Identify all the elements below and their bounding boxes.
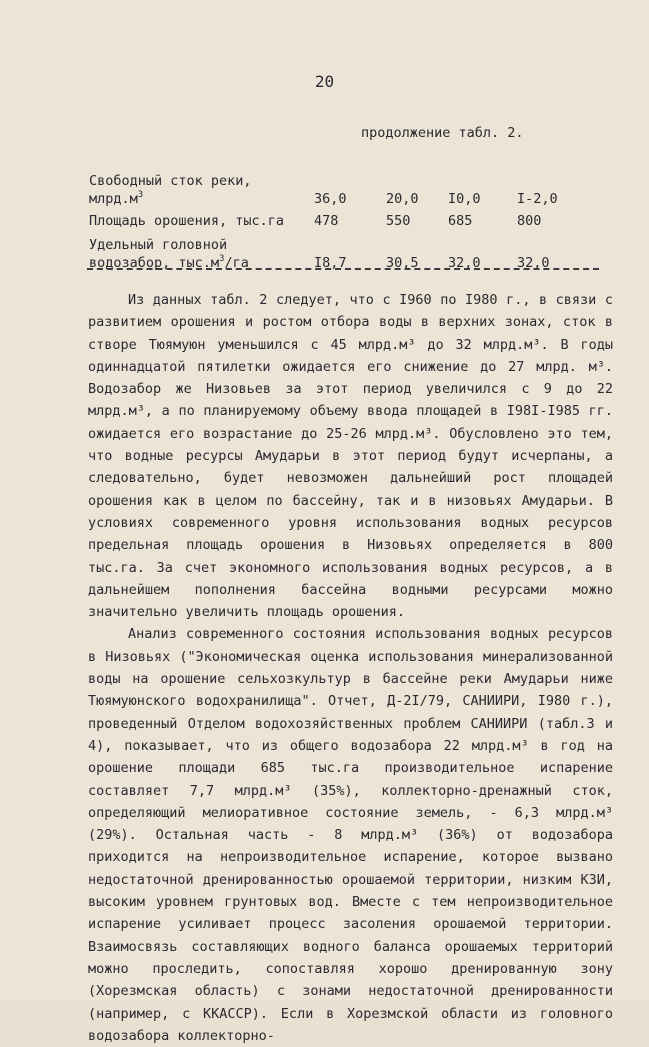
table-caption: продолжение табл. 2. xyxy=(361,125,524,141)
paragraph: Анализ современного состояния использования водных ресурсов в Низовьях ("Экономическая оценка использования минерализованной воды на орошение сельхозкультур в бассейне реки Амударьи ниже Тюямуюнского водохранилища". Отчет, Д-2I/79, САНИИРИ, I980 г.), проведенный Отделом водохозяйственных проблем САНИИРИ (табл.3 и 4), показывает, что из общего водозабора 22 млрд.м³ в год на орошение площади 685 тыс.га производительное испарение составляет 7,7 млрд.м³ (35%), коллекторно-дренажный сток, определяющий мелиоративное состояние земель, - 6,3 млрд.м³ (29%). Остальная часть - 8 млрд.м³ (36%) от водозабора приходится на непроизводительное испарение, которое вызвано недостаточной дренированностью орошаемой территории, низким КЗИ, высоким уровнем грунтовых вод. Вместе с тем непроизводительное испарение усиливает процесс засоления орошаемой территории. Взаимосвязь составляющих водного баланса орошаемых территорий можно проследить, сопоставляя хорошо дренированную зону (Хорезмская область) с зонами недостаточной дренированности (например, с ККАССР). Если в Хорезмской области из головного водозабора коллекторно- xyxy=(88,626,613,1044)
table-row xyxy=(89,236,609,272)
table-cell: 30,5 xyxy=(386,255,419,271)
table-cell: I-2,0 xyxy=(517,191,558,207)
table-cell: 32,0 xyxy=(448,255,481,271)
table-cell: 478 xyxy=(314,213,339,229)
row-label: Площадь орошения, тыс.га xyxy=(89,213,285,229)
row-label-cont: $млрд.м^3$ xyxy=(89,190,144,207)
table-row xyxy=(89,172,609,208)
table-cell: 32,0 xyxy=(517,255,550,271)
table-cell: 800 xyxy=(517,213,542,229)
table-cell: 20,0 xyxy=(386,191,419,207)
table-cell: I8,7 xyxy=(314,255,347,271)
table-row xyxy=(89,212,609,230)
row-label-cont: водозабор, $тыс.м^3/га$ xyxy=(89,254,249,271)
table-cell: I0,0 xyxy=(448,191,481,207)
table-cell: 36,0 xyxy=(314,191,347,207)
row-label: Свободный сток реки, xyxy=(89,173,252,189)
page-number: 20 xyxy=(314,72,335,91)
row-label: Удельный головной xyxy=(89,237,228,253)
paragraph: Из данных табл. 2 следует, что с I960 по I980 г., в связи с развитием орошения и ростом отбора воды в верхних зонах, сток в створе Тюямуюн уменьшился с 45 млрд.м³ до 32 млрд.м³. В годы одиннадцатой пятилетки ожидается его снижение до 27 млрд. м³. Водозабор же Низовьев за этот период увеличился с 9 до 22 млрд.м³, а по планируемому объему ввода площадей в I98I-I985 гг. ожидается его возрастание до 25-26 млрд.м³. Обусловлено это тем, что водные ресурсы Амударьи в этот период будут исчерпаны, а следовательно, будет невозможен дальнейший рост площадей орошения как в целом по бассейну, так и в низовьях Амударьи. В условиях современного уровня использования водных ресурсов предельная площадь орошения в Низовьях определяется в 800 тыс.га. За счет экономного использования водных ресурсов, а в дальнейшем пополнения бассейна водными ресурсами можно значительно увеличить площадь орошения. xyxy=(88,292,613,621)
table-cell: 685 xyxy=(448,213,473,229)
table-bottom-rule xyxy=(87,268,599,270)
table-cell: 550 xyxy=(386,213,411,229)
data-table xyxy=(89,172,609,272)
body-text xyxy=(88,289,613,1047)
